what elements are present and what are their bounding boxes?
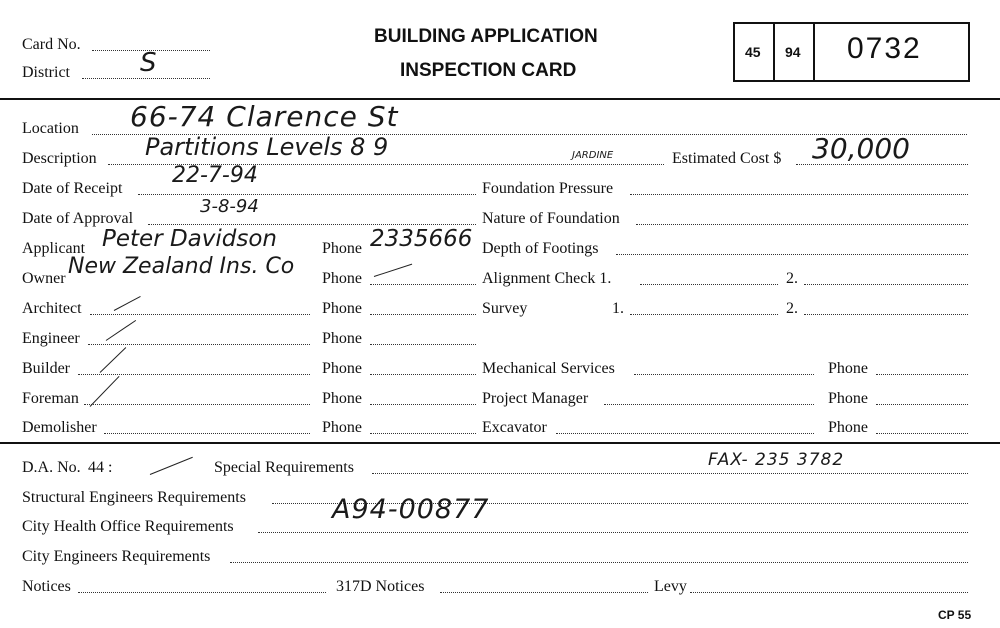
alignment-check-label: Alignment Check 1. [482,270,612,287]
footer-divider [0,442,1000,444]
alignment-check-2-label: 2. [786,270,798,287]
location-value: 66-74 Clarence St [130,100,399,133]
estimated-cost-label: Estimated Cost $ [672,150,782,167]
card-number-box [733,22,970,82]
date-approval-label: Date of Approval [22,210,134,227]
form-title-line1: BUILDING APPLICATION [374,26,598,47]
city-health-value: A94-00877 [332,494,490,525]
da-no-label: D.A. No. [22,459,81,476]
card-number-part3: 0732 [847,32,922,65]
city-health-label: City Health Office Requirements [22,518,234,535]
structural-engineers-label: Structural Engineers Requirements [22,489,246,506]
date-receipt-value: 22-7-94 [172,163,258,188]
owner-phone-dash [374,264,412,277]
city-engineers-label: City Engineers Requirements [22,548,211,565]
project-manager-label: Project Manager [482,390,589,407]
engineer-dash [106,320,136,341]
architect-dash [114,296,141,311]
builder-label: Builder [22,360,70,377]
da-no-dash [150,457,193,475]
builder-dash [100,347,127,373]
owner-label: Owner [22,270,66,287]
estimated-cost-value: 30,000 [812,132,910,165]
applicant-value: Peter Davidson [102,226,277,252]
notices-317d-label: 317D Notices [336,578,425,595]
description-value: Partitions Levels 8 9 [145,133,389,161]
foreman-phone-label: Phone [322,390,362,407]
project-manager-phone-label: Phone [828,390,868,407]
district-line [82,78,210,79]
nature-foundation-label: Nature of Foundation [482,210,620,227]
survey-1-label: 1. [612,300,624,317]
foreman-dash [90,376,120,407]
mechanical-services-label: Mechanical Services [482,360,615,377]
card-number-part2: 94 [785,44,801,60]
engineer-phone-label: Phone [322,330,362,347]
da-no-value: 44 : [88,459,113,476]
builder-phone-label: Phone [322,360,362,377]
date-approval-value: 3-8-94 [200,196,259,217]
form-title-line2: INSPECTION CARD [400,60,577,81]
foreman-label: Foreman [22,390,79,407]
applicant-label: Applicant [22,240,86,257]
card-no-label: Card No. [22,36,81,53]
architect-label: Architect [22,300,82,317]
applicant-phone-value: 2335666 [370,226,473,252]
foundation-pressure-label: Foundation Pressure [482,180,614,197]
special-requirements-value: FAX- 235 3782 [708,450,845,470]
survey-label: Survey [482,300,528,317]
demolisher-label: Demolisher [22,419,97,436]
special-requirements-label: Special Requirements [214,459,354,476]
engineer-label: Engineer [22,330,80,347]
date-receipt-label: Date of Receipt [22,180,123,197]
location-label: Location [22,120,79,137]
mechanical-phone-label: Phone [828,360,868,377]
notices-label: Notices [22,578,71,595]
applicant-phone-label: Phone [322,240,362,257]
form-code: CP 55 [938,608,972,622]
architect-phone-label: Phone [322,300,362,317]
description-label: Description [22,150,97,167]
demolisher-phone-label: Phone [322,419,362,436]
excavator-phone-label: Phone [828,419,868,436]
levy-label: Levy [654,578,687,595]
owner-value: New Zealand Ins. Co [68,254,295,279]
depth-footings-label: Depth of Footings [482,240,599,257]
excavator-label: Excavator [482,419,547,436]
district-label: District [22,64,70,81]
card-number-part1: 45 [745,44,761,60]
survey-2-label: 2. [786,300,798,317]
description-note: JARDINE [572,150,614,161]
district-value: S [140,48,157,78]
owner-phone-label: Phone [322,270,362,287]
